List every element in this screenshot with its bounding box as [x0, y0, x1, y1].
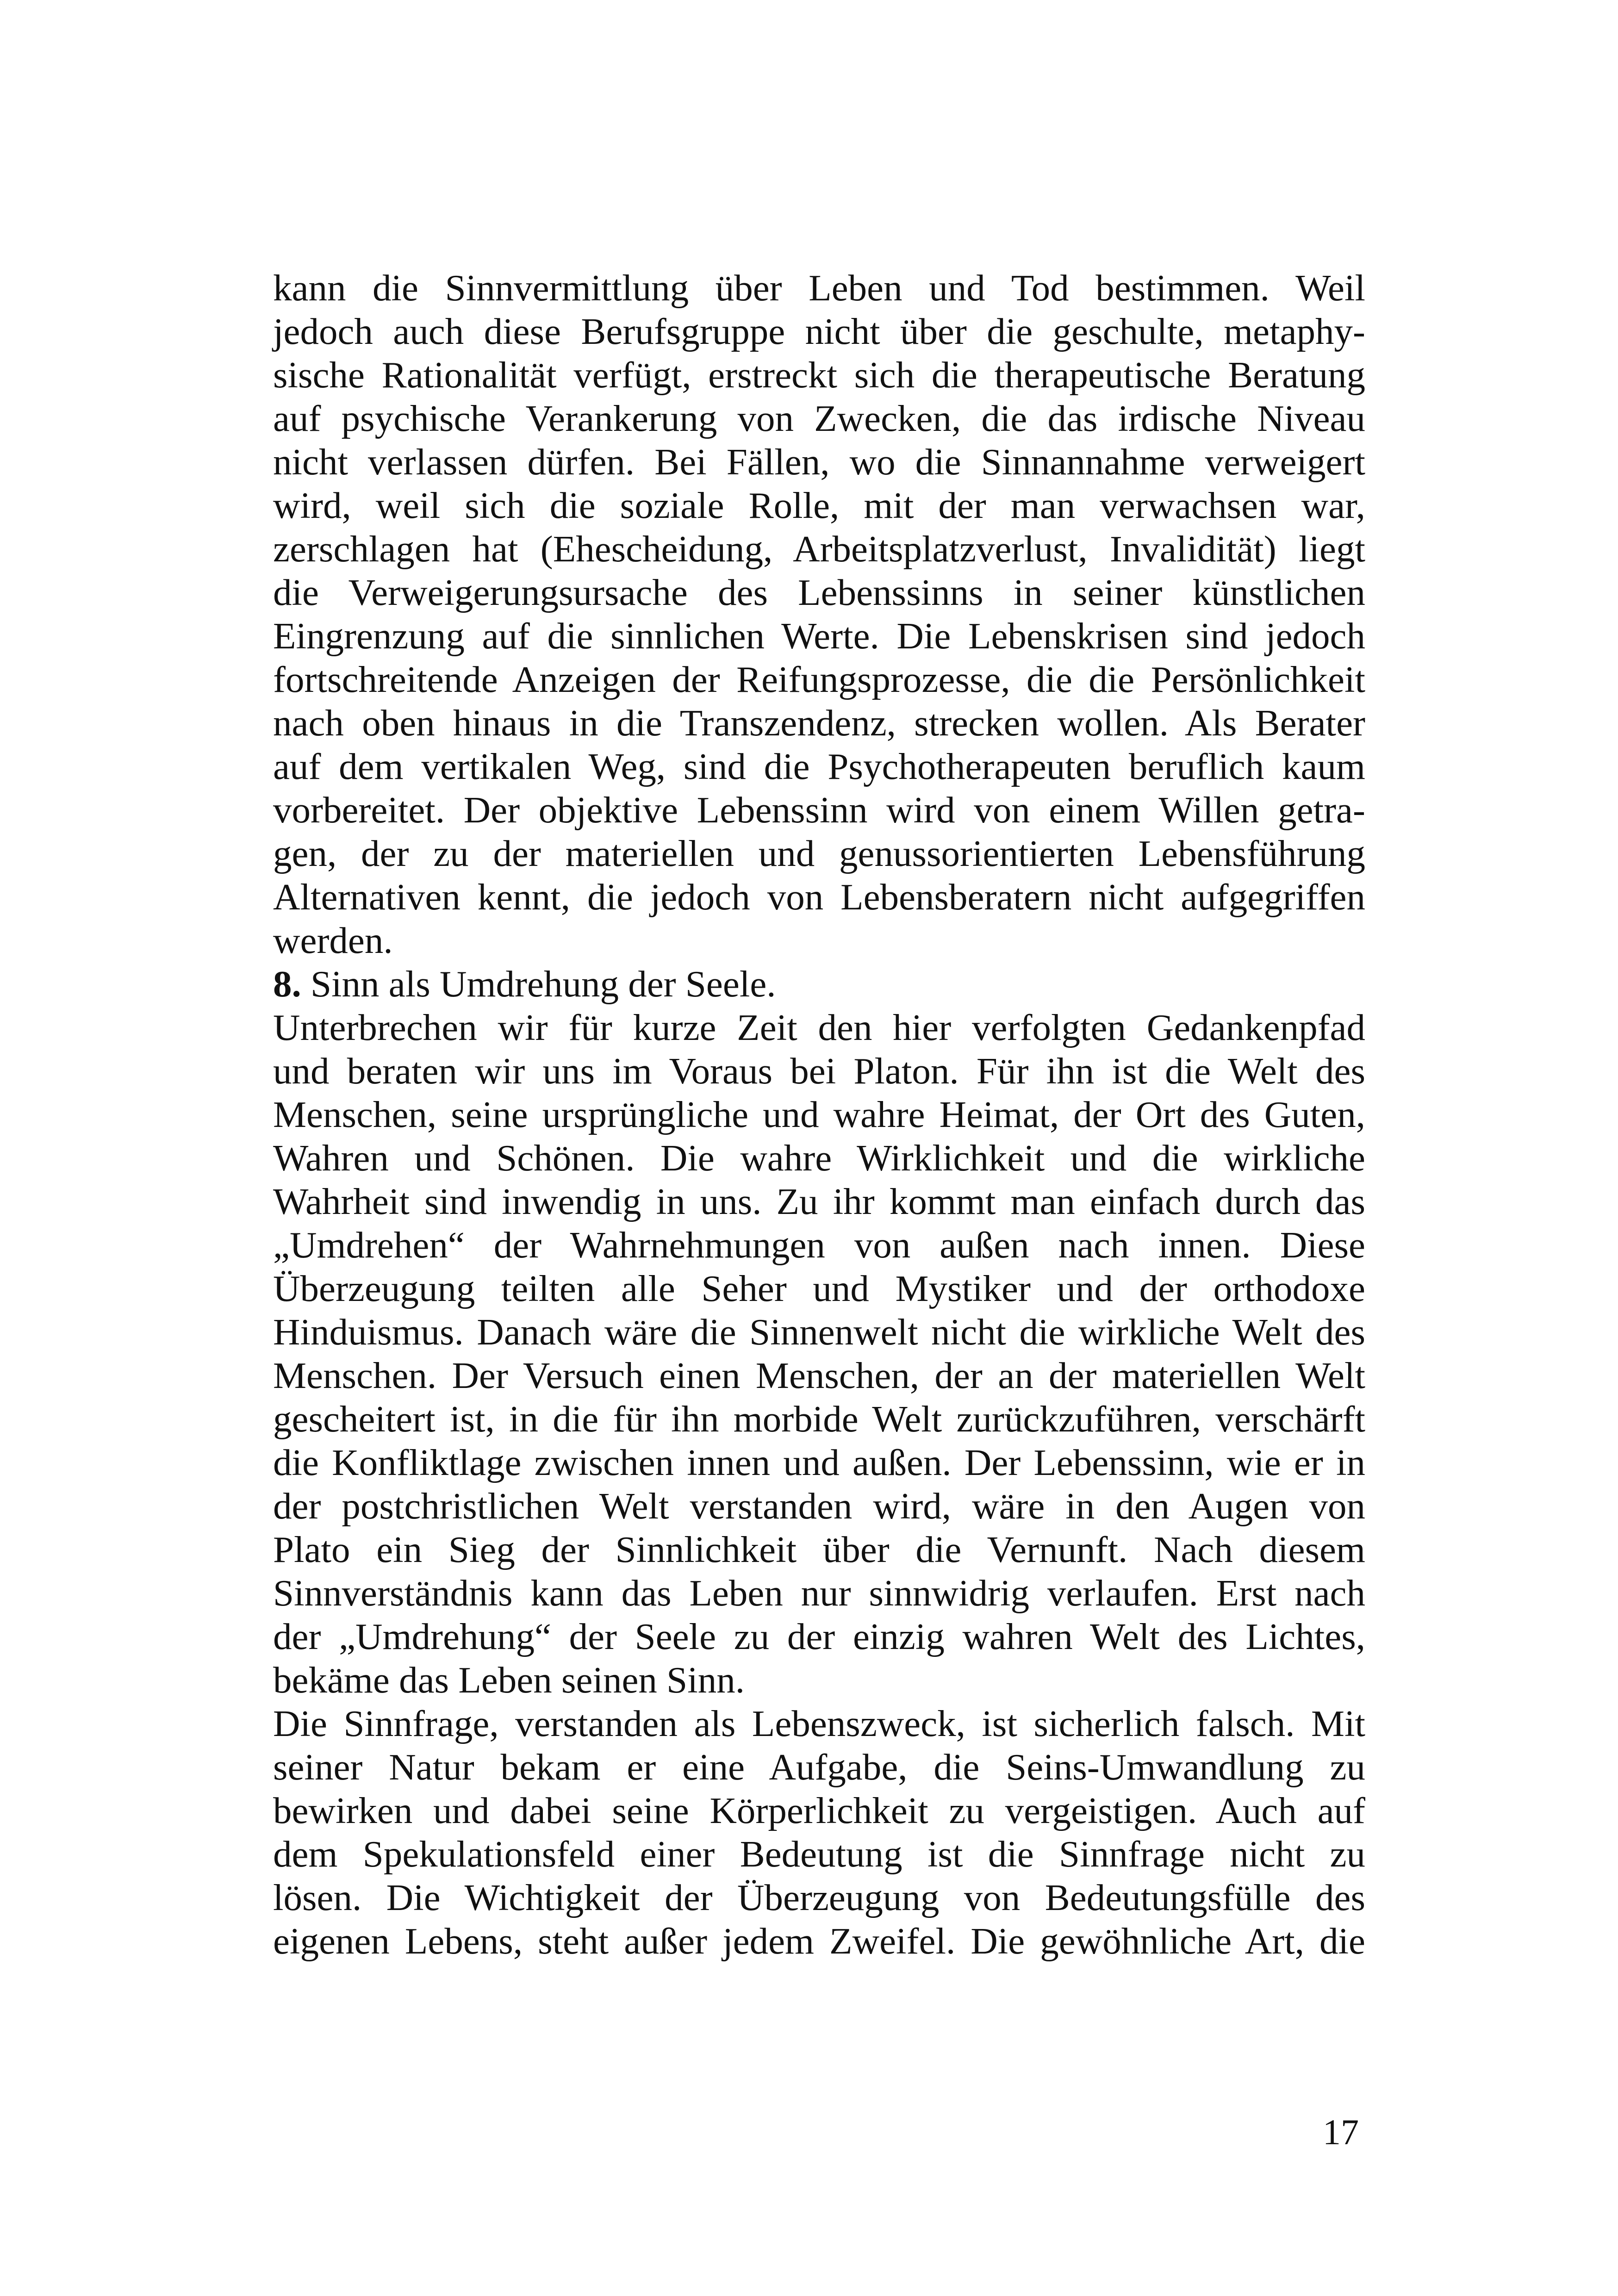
text-line: lösen. Die Wichtigkeit der Überzeugung von Bedeutungsfülle des: [273, 1877, 1365, 1918]
text-line: Überzeugung teilten alle Seher und Mystiker und der orthodoxe: [273, 1268, 1365, 1309]
text-line: Plato ein Sieg der Sinnlichkeit über die Vernunft. Nach diesem: [273, 1529, 1365, 1570]
section-title: Sinn als Umdrehung der Seele.: [301, 963, 776, 1005]
text-line: dem Spekulationsfeld einer Bedeutung ist die Sinnfrage nicht zu: [273, 1833, 1365, 1875]
text-line: seiner Natur bekam er eine Aufgabe, die Seins-Umwandlung zu: [273, 1746, 1365, 1788]
paragraph-1: [273, 266, 1365, 962]
text-line: Eingrenzung auf die sinnlichen Werte. Die Lebenskrisen sind jedoch: [273, 615, 1365, 657]
text-line: Menschen, seine ursprüngliche und wahre Heimat, der Ort des Guten,: [273, 1094, 1365, 1135]
text-line: auf psychische Verankerung von Zwecken, die das irdische Niveau: [273, 398, 1365, 439]
text-line: nicht verlassen dürfen. Bei Fällen, wo die Sinnannahme verweigert: [273, 441, 1365, 483]
text-line: zerschlagen hat (Ehescheidung, Arbeitsplatzverlust, Invalidität) liegt: [273, 528, 1365, 570]
text-line: Alternativen kennt, die jedoch von Lebensberatern nicht aufgegriffen: [273, 876, 1365, 918]
text-line: auf dem vertikalen Weg, sind die Psychotherapeuten beruflich kaum: [273, 746, 1365, 787]
section-number: 8.: [273, 963, 301, 1005]
text-line: gescheitert ist, in die für ihn morbide Welt zurückzuführen, verschärft: [273, 1398, 1365, 1440]
text-line: eigenen Lebens, steht außer jedem Zweifel. Die gewöhnliche Art, die: [273, 1920, 1365, 1962]
text-line: Wahren und Schönen. Die wahre Wirklichkeit und die wirkliche: [273, 1137, 1365, 1179]
text-line: Die Sinnfrage, verstanden als Lebenszweck, ist sicherlich falsch. Mit: [273, 1703, 1365, 1744]
text-line: „Umdrehen“ der Wahrnehmungen von außen nach innen. Diese: [273, 1224, 1365, 1266]
text-line: bewirken und dabei seine Körperlichkeit zu vergeistigen. Auch auf: [273, 1790, 1365, 1831]
text-line: gen, der zu der materiellen und genussorientierten Lebensführung: [273, 833, 1365, 874]
text-line: vorbereitet. Der objektive Lebenssinn wird von einem Willen getra-: [273, 789, 1365, 831]
text-line: die Verweigerungsursache des Lebenssinns in seiner künstlichen: [273, 572, 1365, 613]
text-line: kann die Sinnvermittlung über Leben und Tod bestimmen. Weil: [273, 267, 1365, 309]
text-line: der postchristlichen Welt verstanden wird, wäre in den Augen von: [273, 1485, 1365, 1527]
body-text: [273, 266, 1365, 1963]
text-line: und beraten wir uns im Voraus bei Platon. Für ihn ist die Welt des: [273, 1050, 1365, 1092]
text-line: jedoch auch diese Berufsgruppe nicht über die geschulte, metaphy-: [273, 311, 1365, 352]
page-number: 17: [1323, 2112, 1359, 2152]
text-line: nach oben hinaus in die Transzendenz, strecken wollen. Als Berater: [273, 702, 1365, 744]
text-line: der „Umdrehung“ der Seele zu der einzig wahren Welt des Lichtes,: [273, 1616, 1365, 1657]
text-line: Wahrheit sind inwendig in uns. Zu ihr kommt man einfach durch das: [273, 1181, 1365, 1222]
paragraph-2: [273, 1006, 1365, 1702]
text-line: Hinduismus. Danach wäre die Sinnenwelt nicht die wirkliche Welt des: [273, 1311, 1365, 1353]
text-line: wird, weil sich die soziale Rolle, mit der man verwachsen war,: [273, 485, 1365, 526]
section-heading: [273, 962, 1365, 1006]
text-line: fortschreitende Anzeigen der Reifungsprozesse, die die Persönlichkeit: [273, 659, 1365, 700]
text-line: bekäme das Leben seinen Sinn.: [273, 1659, 745, 1701]
text-line: werden.: [273, 920, 393, 961]
text-line: Sinnverständnis kann das Leben nur sinnwidrig verlaufen. Erst nach: [273, 1572, 1365, 1614]
text-line: die Konfliktlage zwischen innen und außen. Der Lebenssinn, wie er in: [273, 1442, 1365, 1483]
paragraph-3: [273, 1702, 1365, 1963]
text-line: sische Rationalität verfügt, erstreckt sich die therapeutische Beratung: [273, 354, 1365, 396]
text-line: Menschen. Der Versuch einen Menschen, der an der materiellen Welt: [273, 1355, 1365, 1396]
text-line: Unterbrechen wir für kurze Zeit den hier verfolgten Gedankenpfad: [273, 1007, 1365, 1048]
